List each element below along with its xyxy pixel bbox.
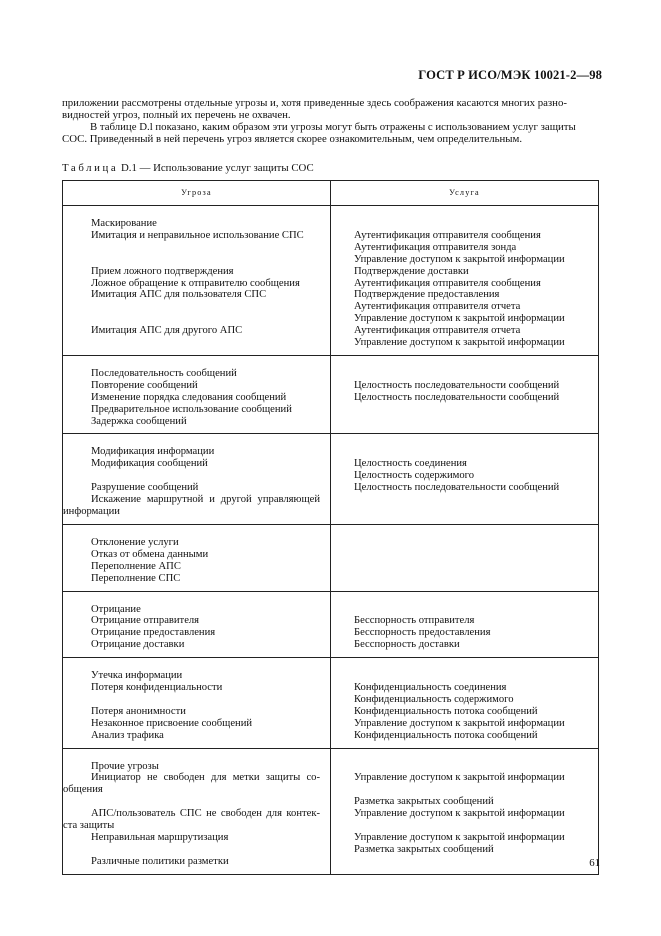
blank-line	[63, 301, 326, 313]
blank-line	[354, 368, 594, 380]
threat-cell	[63, 591, 331, 658]
service-item: Целостность соединения	[354, 458, 467, 470]
threat-item: Потеря анонимности	[91, 705, 186, 717]
table-row	[63, 591, 599, 658]
threat-cell	[63, 206, 331, 356]
service-item: Целостность последовательности сообщений	[354, 391, 560, 403]
service-item: Подтверждение предоставления	[354, 289, 500, 301]
threat-item: Отклонение услуги	[91, 536, 179, 548]
service-cell	[331, 524, 599, 591]
intro-text	[62, 97, 598, 145]
service-item: Подтверждение доставки	[354, 265, 469, 277]
blank-line	[63, 313, 326, 325]
blank-line	[354, 604, 594, 616]
service-item: Управление доступом к закрытой информации	[354, 772, 565, 784]
table-header-row	[63, 181, 599, 206]
service-item: Аутентификация отправителя отчета	[354, 325, 521, 337]
threat-item: Переполнение АПС	[91, 560, 181, 572]
service-item: Конфиденциальность потока сообщений	[354, 705, 538, 717]
threat-item: общения	[63, 784, 103, 796]
blank-line	[354, 446, 594, 458]
table-row	[63, 524, 599, 591]
threat-item: Переполнение СПС	[91, 572, 181, 584]
table-row	[63, 658, 599, 748]
threat-cell	[63, 658, 331, 748]
service-item: Управление доступом к закрытой информации	[354, 313, 565, 325]
threat-item: Модификация сообщений	[91, 458, 208, 470]
threat-item: Отрицание доставки	[91, 639, 185, 651]
threat-cell	[63, 355, 331, 434]
threat-item: Задержка сообщений	[91, 415, 187, 427]
service-item: Бесспорность предоставления	[354, 627, 491, 639]
service-item: Бесспорность отправителя	[354, 615, 475, 627]
threat-item: Отрицание предоставления	[91, 627, 216, 639]
table-row	[63, 355, 599, 434]
threat-item: Ложное обращение к отправителю сообщения	[91, 277, 300, 289]
service-cell	[331, 591, 599, 658]
service-item: Аутентификация отправителя зонда	[354, 241, 517, 253]
threat-item: Отрицание	[91, 603, 141, 615]
blank-line	[354, 784, 594, 796]
service-item: Бесспорность доставки	[354, 639, 460, 651]
threat-item: информации	[63, 506, 120, 517]
threat-item: Предварительное использование сообщений	[91, 403, 292, 415]
service-item: Аутентификация отправителя сообщения	[354, 229, 541, 241]
blank-line	[63, 694, 326, 706]
threat-item: Утечка информации	[91, 670, 183, 682]
service-item: Управление доступом к закрытой информации	[354, 831, 565, 843]
threat-item: Различные политики разметки	[91, 855, 229, 867]
table-caption	[62, 162, 314, 174]
table-caption-text: D.1 — Использование услуг защиты СОС	[118, 162, 314, 174]
page-number: 61	[589, 857, 600, 869]
service-item: Целостность последовательности сообщений	[354, 482, 560, 494]
blank-line	[63, 242, 326, 254]
service-cell	[331, 355, 599, 434]
threat-cell	[63, 524, 331, 591]
threat-item: Инициатор не свободен для метки защиты со-	[91, 772, 320, 784]
service-item: Управление доступом к закрытой информации	[354, 337, 565, 349]
threat-item: ста защиты	[63, 820, 115, 832]
service-item: Разметка закрытых сообщений	[354, 843, 494, 855]
intro-line-2: видностей угроз, полный их перечень не охвачен.	[62, 109, 291, 122]
table-row	[63, 206, 599, 356]
service-item: Аутентификация отправителя отчета	[354, 301, 521, 313]
blank-line	[63, 844, 326, 856]
threat-item: Имитация АПС для другого АПС	[91, 325, 243, 337]
service-item: Конфиденциальность соединения	[354, 682, 507, 694]
service-cell	[331, 206, 599, 356]
table-caption-prefix: Таблица	[62, 162, 119, 174]
threat-item: Потеря конфиденциальности	[91, 682, 223, 694]
threat-item: Неправильная маршрутизация	[91, 832, 229, 843]
service-item: Конфиденциальность потока сообщений	[354, 729, 538, 741]
threat-cell	[63, 434, 331, 524]
service-item: Конфиденциальность содержимого	[354, 693, 514, 705]
service-cell	[331, 658, 599, 748]
service-cell	[331, 748, 599, 874]
threat-item: Маскирование	[91, 218, 157, 229]
service-item: Разметка закрытых сообщений	[354, 796, 494, 808]
threat-item: АПС/пользователь СПС не свободен для контек-	[91, 808, 320, 820]
table-row	[63, 748, 599, 874]
threat-item: Имитация АПС для пользователя СПС	[91, 289, 267, 301]
blank-line	[63, 796, 326, 808]
intro-line-1: приложении рассмотрены отдельные угрозы и, хотя приведенные здесь соображения касаются многих разно-	[62, 97, 567, 109]
service-item: Управление доступом к закрытой информации	[354, 808, 565, 820]
blank-line	[354, 761, 594, 773]
threat-item: Отказ от обмена данными	[91, 548, 209, 560]
service-item: Целостность последовательности сообщений	[354, 379, 560, 391]
blank-line	[354, 218, 594, 230]
threat-item: Анализ трафика	[91, 729, 164, 741]
blank-line	[63, 470, 326, 482]
threats-table	[62, 180, 599, 875]
service-item: Целостность содержимого	[354, 470, 475, 482]
column-header-service: Услуга	[331, 181, 599, 206]
intro-line-3: В таблице D.l показано, каким образом эти угрозы могут быть отражены с использованием услуг защиты	[90, 121, 576, 134]
threat-item: Разрушение сообщений	[91, 482, 199, 494]
threat-item: Отрицание отправителя	[91, 615, 200, 627]
service-cell	[331, 434, 599, 524]
threat-item: Последовательность сообщений	[91, 367, 237, 379]
service-item: Управление доступом к закрытой информации	[354, 717, 565, 729]
document-header: ГОСТ Р ИСО/МЭК 10021-2—98	[418, 68, 602, 82]
column-header-threat: Угроза	[63, 181, 331, 206]
threat-cell	[63, 748, 331, 874]
service-item: Управление доступом к закрытой информации	[354, 253, 565, 265]
threat-item: Изменение порядка следования сообщений	[91, 391, 287, 403]
intro-line-4: СОС. Приведенный в ней перечень угроз является скорее ознакомительным, чем определительным.	[62, 133, 523, 146]
threat-item: Повторение сообщений	[91, 379, 198, 391]
service-item: Аутентификация отправителя сообщения	[354, 277, 541, 289]
blank-line	[63, 254, 326, 266]
blank-line	[354, 820, 594, 832]
threat-item: Прочие угрозы	[91, 760, 159, 772]
threat-item: Имитация и неправильное использование СПС	[91, 229, 304, 241]
table-row	[63, 434, 599, 524]
blank-line	[354, 670, 594, 682]
threat-item: Искажение маршрутной и другой управляющей	[91, 494, 320, 506]
threat-item: Незаконное присвоение сообщений	[91, 717, 253, 729]
threat-item: Прием ложного подтверждения	[91, 265, 234, 277]
table-body	[63, 206, 599, 875]
threat-item: Модификация информации	[91, 446, 215, 458]
